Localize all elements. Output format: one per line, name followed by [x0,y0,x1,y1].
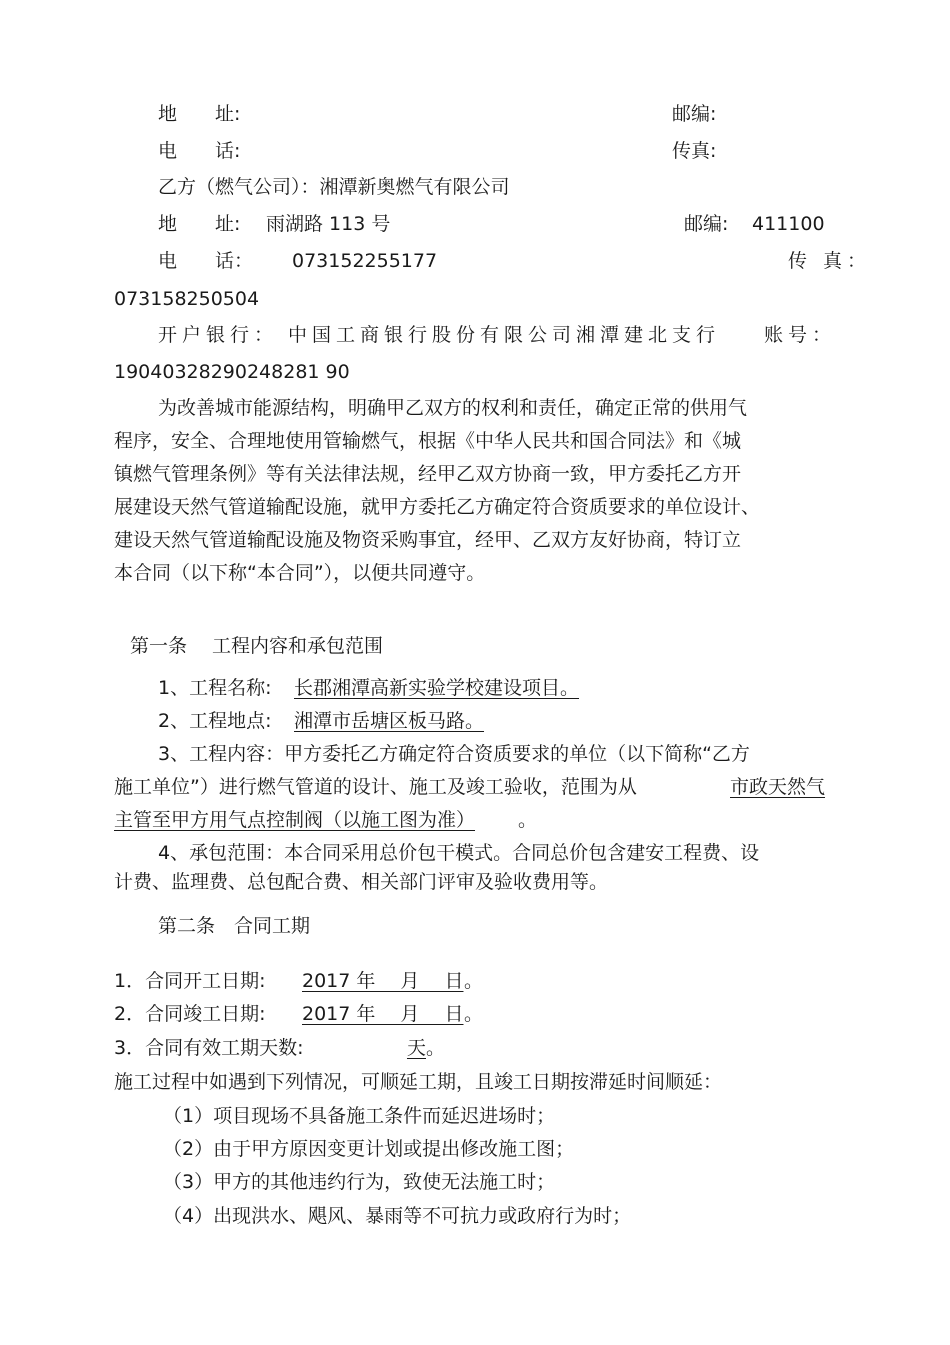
end-date-value: 2017 年 月 日 [302,1003,464,1025]
extension-condition-2: （2）由于甲方原因变更计划或提出修改施工图； [163,1138,575,1160]
start-date-period: 。 [464,970,484,992]
party-b-address-value: 雨湖路 113 号 [266,213,391,235]
preamble-line-6: 本合同（以下称“本合同”），以便共同遵守。 [114,562,486,584]
party-a-fax-label: 传真: [672,140,717,162]
article-1-item-3-line-1: 3、工程内容：甲方委托乙方确定符合资质要求的单位（以下简称“乙方 [158,743,750,765]
party-b-postcode-value: 411100 [752,213,825,235]
party-b-name-line: 乙方（燃气公司）：湘潭新奥燃气有限公司 [158,176,510,198]
duration-days-period: 。 [426,1037,446,1059]
duration-days-label: 3．合同有效工期天数: [114,1037,304,1059]
article-1-item-4-line-1: 4、承包范围：本合同采用总价包干模式。合同总价包含建安工程费、设 [158,842,760,864]
end-date-label: 2．合同竣工日期: [114,1003,266,1025]
article-1-item-1-label: 1、工程名称: [158,677,272,699]
extension-condition-4: （4）出现洪水、飓风、暴雨等不可抗力或政府行为时； [163,1205,632,1227]
article-1-item-4-line-2: 计费、监理费、总包配合费、相关部门评审及验收费用等。 [114,871,609,893]
article-1-item-1-value: 长郡湘潭高新实验学校建设项目。 [294,677,580,699]
preamble-line-4: 展建设天然气管道输配设施，就甲方委托乙方确定符合资质要求的单位设计、 [114,496,761,518]
party-b-address-label: 地 址: [158,213,241,235]
article-1-item-3-line-2: 施工单位”）进行燃气管道的设计、施工及竣工验收，范围为从 [114,776,637,798]
start-date-value: 2017 年 月 日 [302,970,464,992]
article-1-item-2-value: 湘潭市岳塘区板马路。 [294,710,485,732]
party-b-bank-label: 开户银行： [158,324,279,346]
article-1-item-3-scope-end: 主管至甲方用气点控制阀（以施工图为准） [114,809,476,831]
start-date-label: 1．合同开工日期: [114,970,266,992]
party-a-postcode-label: 邮编: [672,103,717,125]
preamble-line-1: 为改善城市能源结构，明确甲乙双方的权利和责任，确定正常的供用气 [158,397,748,419]
end-date-period: 。 [464,1003,484,1025]
party-b-postcode-label: 邮编: [684,213,729,235]
article-2-title: 第二条 合同工期 [158,915,311,937]
party-b-bank-value: 中国工商银行股份有限公司湘潭建北支行 [288,324,721,346]
article-1-item-3-scope-start: 市政天然气 [730,776,826,798]
party-b-phone-value: 073152255177 [292,250,438,272]
party-b-account-value: 19040328290248281 90 [114,361,350,383]
preamble-line-5: 建设天然气管道输配设施及物资采购事宜，经甲、乙双方友好协商，特订立 [114,529,742,551]
party-a-phone-label: 电 话: [158,140,241,162]
extension-condition-1: （1）项目现场不具备施工条件而延迟进场时； [163,1105,556,1127]
article-1-item-2-label: 2、工程地点: [158,710,272,732]
article-1-title: 第一条 工程内容和承包范围 [130,635,384,657]
party-b-fax-label: 传 真： [788,250,872,272]
duration-days-value: 天 [406,1037,426,1059]
preamble-line-2: 程序，安全、合理地使用管输燃气，根据《中华人民共和国合同法》和《城 [114,430,742,452]
party-a-address-label: 地 址: [158,103,241,125]
extension-condition-3: （3）甲方的其他违约行为，致使无法施工时； [163,1171,556,1193]
preamble-line-3: 镇燃气管理条例》等有关法律法规，经甲乙双方协商一致，甲方委托乙方开 [114,463,742,485]
party-b-fax-value: 073158250504 [114,288,260,310]
article-1-item-3-period: 。 [518,809,538,831]
party-b-account-label: 账号： [764,324,837,346]
party-b-phone-label: 电 话： [158,250,254,272]
extension-intro: 施工过程中如遇到下列情况，可顺延工期，且竣工日期按滞延时间顺延： [114,1071,723,1093]
